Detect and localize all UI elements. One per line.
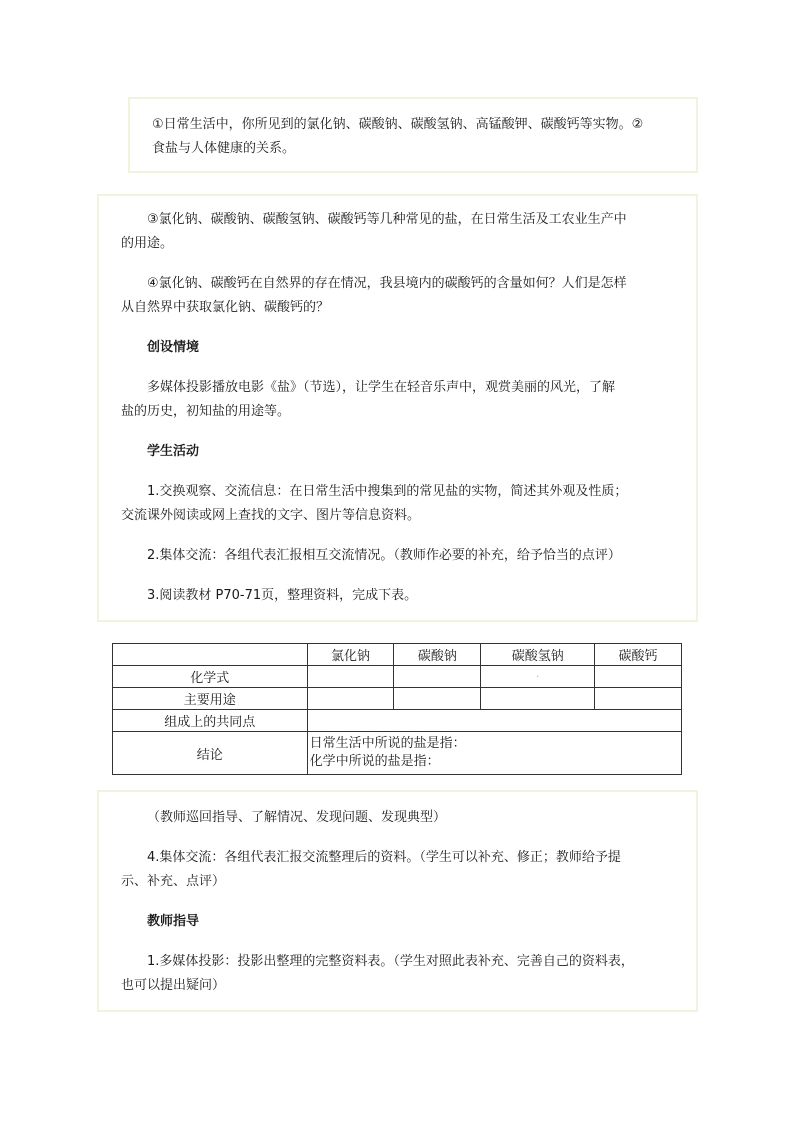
section-heading-scenario: 创设情境 — [147, 340, 200, 355]
table-header-cell: 碳酸钙 — [595, 644, 682, 666]
row-label: 化学式 — [113, 666, 308, 688]
table-cell[interactable] — [481, 666, 595, 688]
objective-3-line: 的用途。 — [121, 236, 174, 251]
objective-line: 食盐与人体健康的关系。 — [152, 141, 296, 156]
activity-3-line: 3.阅读教材 P70-71页，整理资料，完成下表。 — [147, 588, 418, 603]
table-header-cell: 氯化钠 — [307, 644, 394, 666]
table-header-row — [113, 644, 682, 666]
exchange-4-line: 4.集体交流：各组代表汇报交流整理后的资料。（学生可以补充、修正；教师给予提 — [147, 850, 621, 865]
row-label: 组成上的共同点 — [113, 710, 308, 732]
activity-2-line: 2.集体交流：各组代表汇报相互交流情况。（教师作必要的补充，给予恰当的点评） — [147, 548, 621, 563]
scenario-line: 多媒体投影播放电影《盐》（节选），让学生在轻音乐声中，观赏美丽的风光，了解 — [147, 380, 616, 395]
activity-1-line: 交流课外阅读或网上查找的文字、图片等信息资料。 — [121, 508, 421, 523]
table-cell[interactable] — [481, 688, 595, 710]
table-cell[interactable] — [394, 688, 481, 710]
table-cell[interactable] — [595, 666, 682, 688]
table-cell[interactable] — [307, 688, 394, 710]
objective-line: ①日常生活中，你所见到的氯化钠、碳酸钠、碳酸氢钠、高锰酸钾、碳酸钙等实物。② — [152, 117, 644, 132]
activity-1-line: 1.交换观察、交流信息：在日常生活中搜集到的常见盐的实物，简述其外观及性质； — [147, 484, 628, 499]
table-header-cell — [113, 644, 308, 666]
row-label: 结论 — [113, 732, 308, 775]
table-header-cell: 碳酸钠 — [394, 644, 481, 666]
teacher-note-line: （教师巡回指导、了解情况、发现问题、发现典型） — [147, 810, 447, 825]
guidance-1-line: 也可以提出疑问） — [121, 978, 226, 993]
table-row — [113, 732, 682, 775]
scenario-line: 盐的历史，初知盐的用途等。 — [121, 404, 291, 419]
objective-4-line: 从自然界中获取氯化钠、碳酸钙的？ — [121, 300, 330, 315]
table-row — [113, 688, 682, 710]
stray-dot: · — [536, 672, 540, 683]
salt-comparison-table — [112, 643, 682, 775]
conclusion-cell[interactable] — [307, 732, 681, 775]
table-cell[interactable] — [595, 688, 682, 710]
table-row — [113, 710, 682, 732]
table-cell[interactable] — [394, 666, 481, 688]
lesson-box-3 — [97, 790, 698, 1012]
table-cell[interactable] — [307, 666, 394, 688]
table-cell[interactable] — [307, 710, 681, 732]
objective-3-line: ③氯化钠、碳酸钠、碳酸氢钠、碳酸钙等几种常见的盐，在日常生活及工农业生产中 — [147, 212, 627, 227]
section-heading-student-activity: 学生活动 — [147, 444, 200, 459]
row-label: 主要用途 — [113, 688, 308, 710]
section-heading-teacher-guidance: 教师指导 — [147, 914, 200, 929]
lesson-box-2 — [97, 194, 698, 622]
table-row — [113, 666, 682, 688]
objective-4-line: ④氯化钠、碳酸钙在自然界的存在情况，我县境内的碳酸钙的含量如何？人们是怎样 — [147, 276, 627, 291]
guidance-1-line: 1.多媒体投影：投影出整理的完整资料表。（学生对照此表补充、完善自己的资料表， — [147, 954, 634, 969]
objectives-box-1 — [128, 97, 698, 173]
exchange-4-line: 示、补充、点评） — [121, 874, 226, 889]
table-header-cell: 碳酸氢钠 — [481, 644, 595, 666]
conclusion-line: 日常生活中所说的盐是指： — [309, 736, 466, 751]
conclusion-line: 化学中所说的盐是指： — [309, 754, 440, 769]
